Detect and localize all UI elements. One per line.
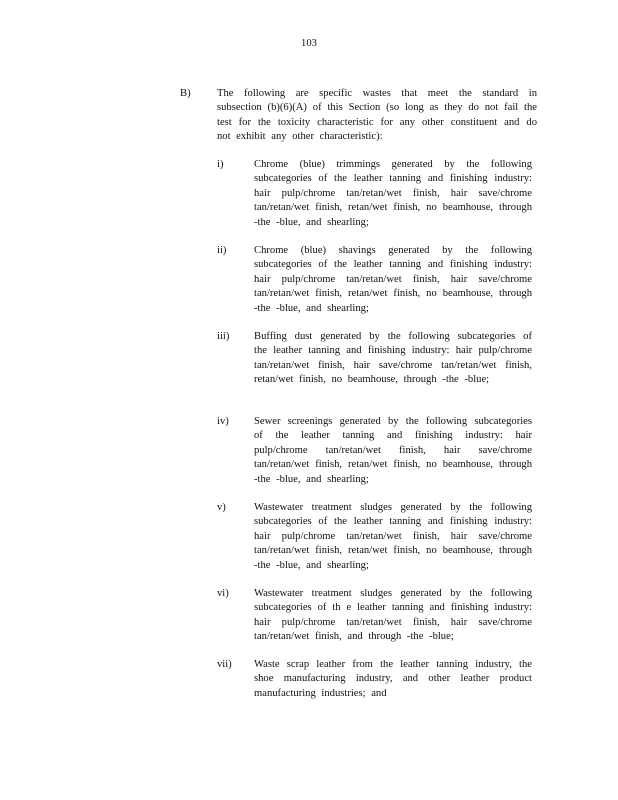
list-item-marker: iii) bbox=[217, 331, 230, 342]
list-item-text: Chrome (blue) trimmings generated by the following subcategories of the leather tanning and finishing industry: hair pulp/chrome tan/retan/wet finish, hair save/chrome tan/retan/wet finish, retan/wet finish, no beamhouse, through -the -blue, and shearling; bbox=[254, 159, 532, 228]
section-intro-text: The following are specific wastes that meet the standard in subsection (b)(6)(A) of this Section (so long as they do not fail the test for the toxicity characteristic for any other constituent and do not exhibit any other characteristic): bbox=[217, 88, 537, 143]
list-item-text: Waste scrap leather from the leather tanning industry, the shoe manufacturing industry, and other leather product manufacturing industries; and bbox=[254, 659, 532, 699]
list-item-marker: i) bbox=[217, 159, 224, 170]
list-item-text: Buffing dust generated by the following subcategories of the leather tanning and finishing industry: hair pulp/chrome tan/retan/wet finish, hair save/chrome tan/retan/wet finish, retan/wet finish, no beamhouse, through -the -blue; bbox=[254, 331, 532, 386]
list-item-marker: iv) bbox=[217, 416, 229, 427]
list-item-text: Chrome (blue) shavings generated by the following subcategories of the leather tanning and finishing industry: hair pulp/chrome tan/retan/wet finish, hair save/chrome tan/retan/wet finish, retan/wet finish, no beamhouse, through -the -blue, and shearling; bbox=[254, 245, 532, 314]
list-item-marker: vi) bbox=[217, 588, 229, 599]
list-item-text: Wastewater treatment sludges generated by the following subcategories of th e leather tanning and finishing industry: hair pulp/chrome tan/retan/wet finish, hair save/chrome tan/retan/wet finish, and through -the -blue; bbox=[254, 588, 532, 643]
list-item-marker: ii) bbox=[217, 245, 227, 256]
list-item-text: Wastewater treatment sludges generated by the following subcategories of the leather tanning and finishing industry: hair pulp/chrome tan/retan/wet finish, hair save/chrome tan/retan/wet finish, retan/wet finish, no beamhouse, through -the -blue, and shearling; bbox=[254, 502, 532, 571]
section-marker: B) bbox=[180, 88, 191, 99]
list-item-marker: v) bbox=[217, 502, 226, 513]
list-item-text: Sewer screenings generated by the following subcategories of the leather tanning and finishing industry: hair pulp/chrome tan/retan/wet finish, hair save/chrome tan/retan/wet finish, retan/wet finish, no beamhouse, through -the -blue, and shearling; bbox=[254, 416, 532, 485]
list-item-marker: vii) bbox=[217, 659, 232, 670]
page-number: 103 bbox=[301, 38, 317, 49]
